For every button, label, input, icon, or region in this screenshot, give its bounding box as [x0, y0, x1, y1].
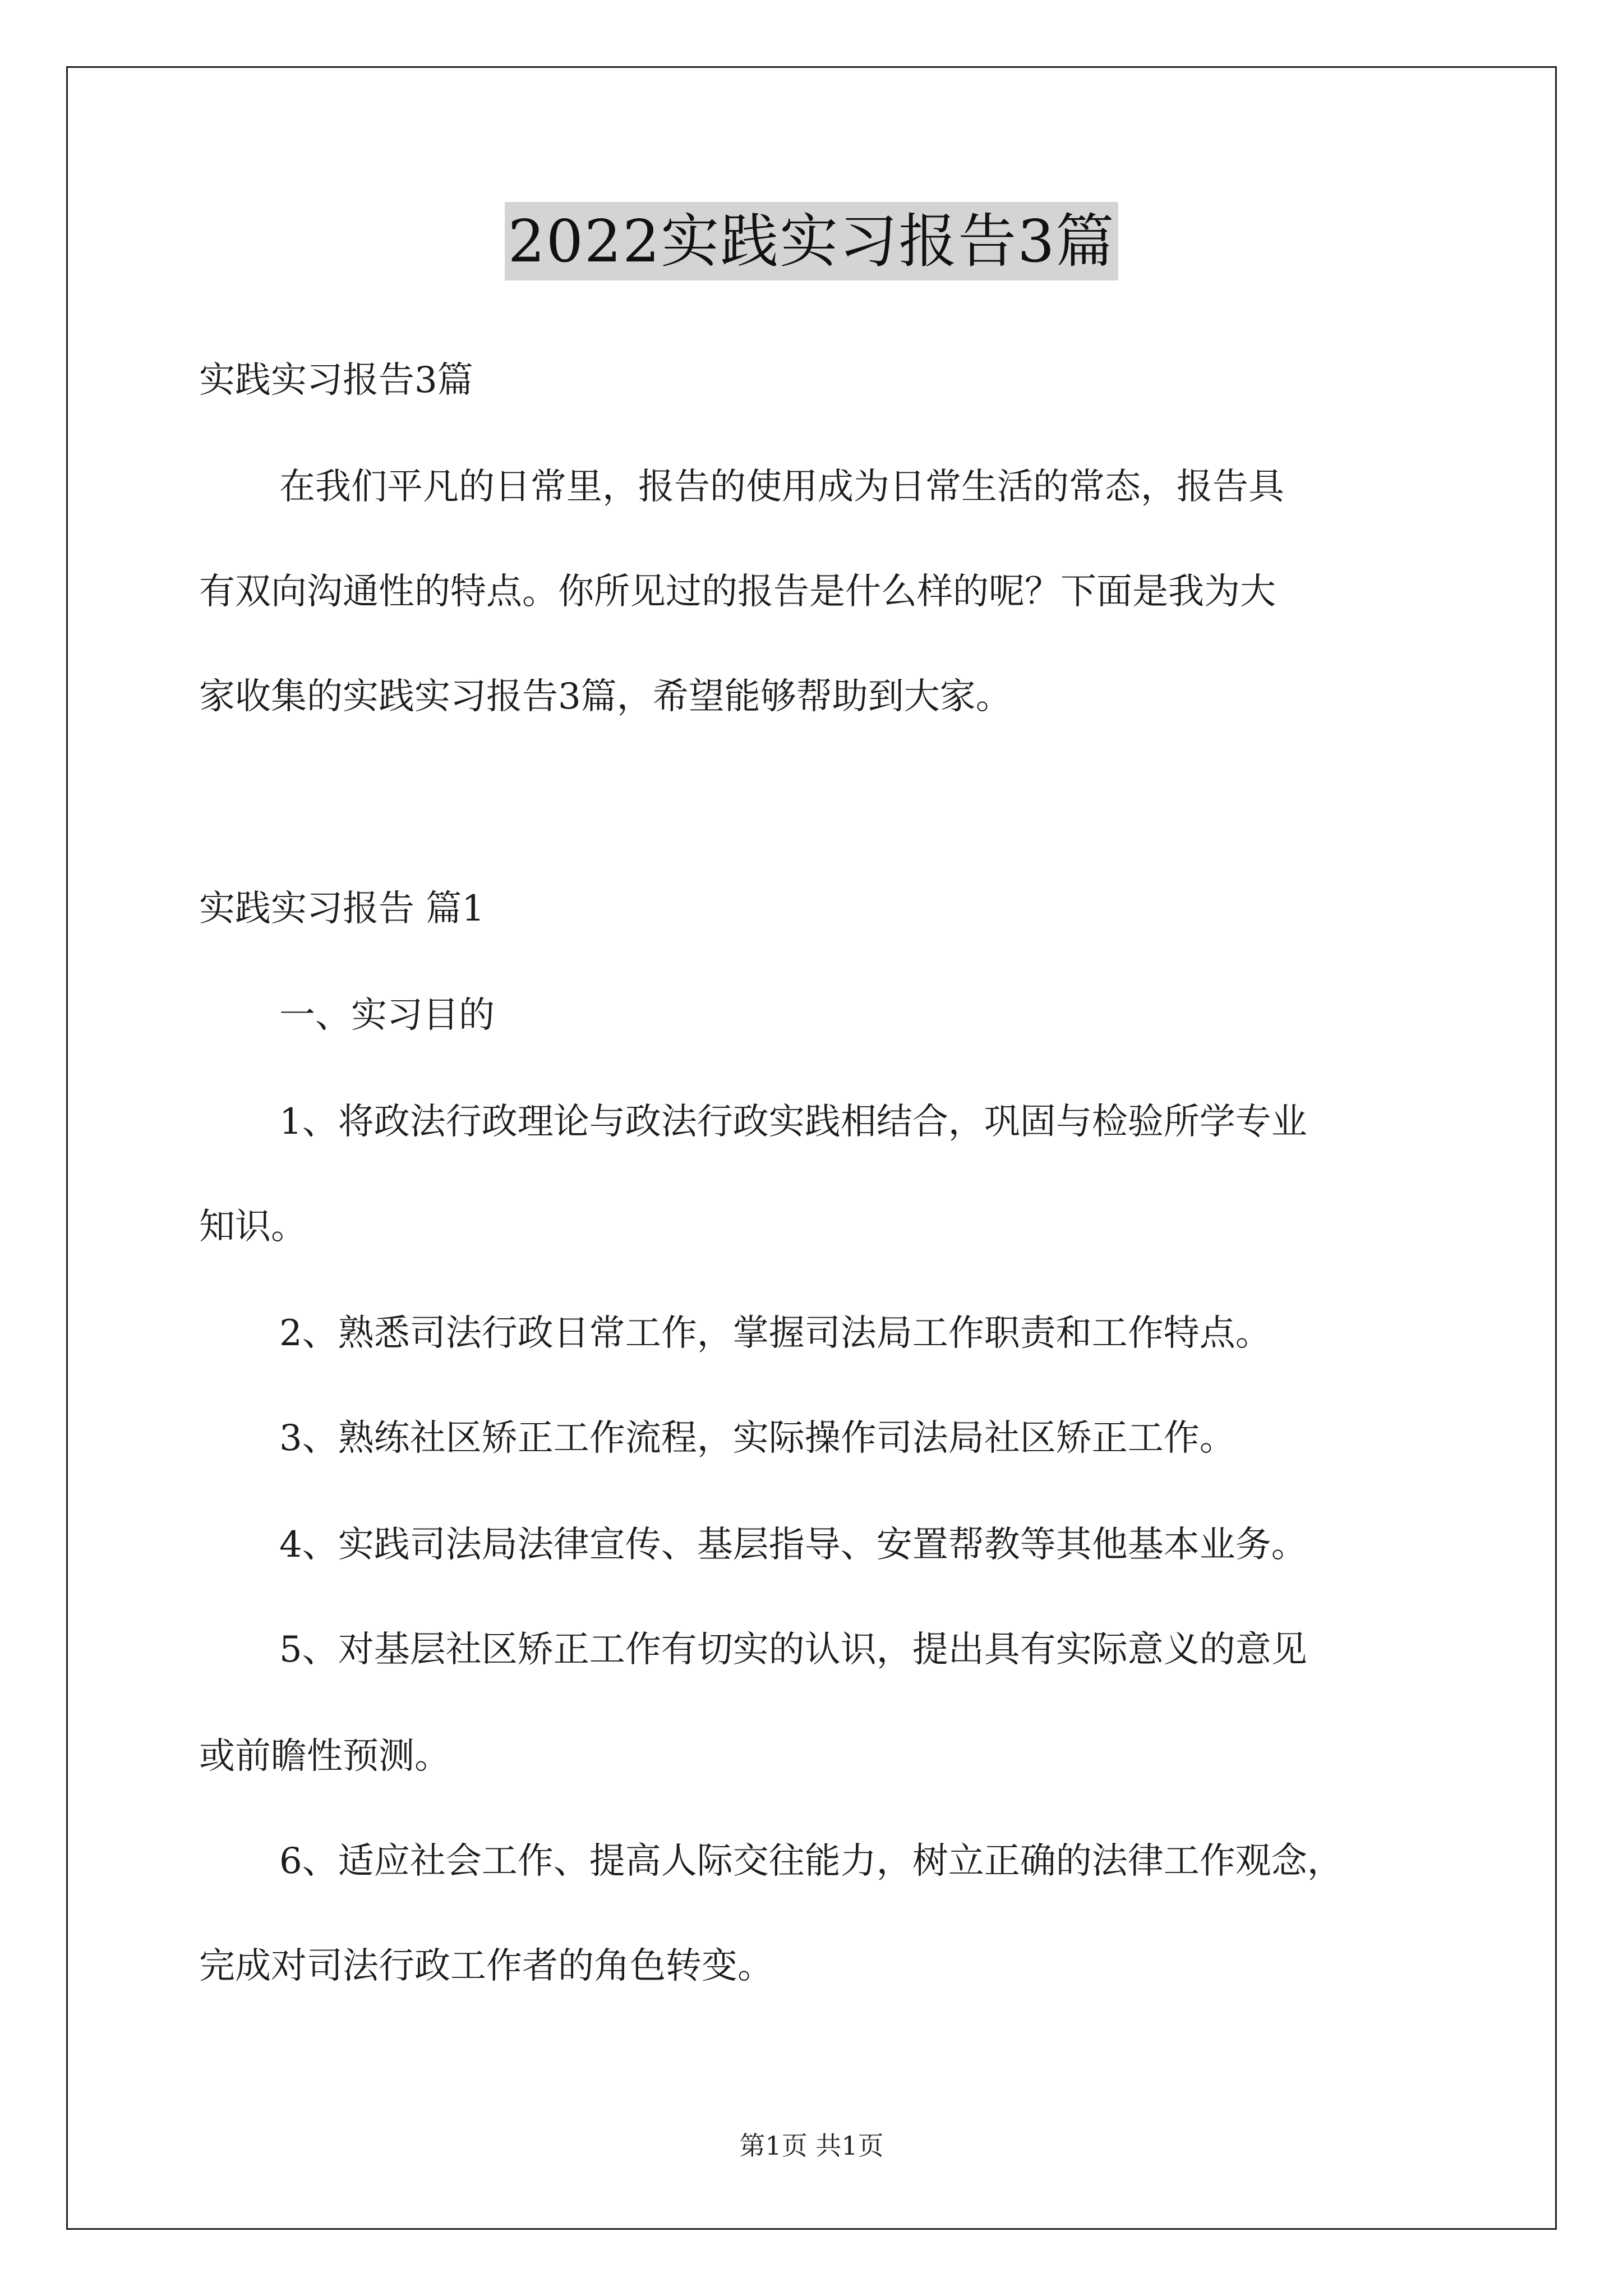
item-6-line-1: 6、适应社会工作、提高人际交往能力，树立正确的法律工作观念，	[279, 1841, 1343, 1882]
intro-line-2: 有双向沟通性的特点。你所见过的报告是什么样的呢？下面是我为大	[199, 571, 1276, 613]
item-4-line-1: 4、实践司法局法律宣传、基层指导、安置帮教等其他基本业务。	[279, 1524, 1307, 1566]
subheading-purpose: 一、实习目的	[279, 995, 495, 1036]
item-5-line-1: 5、对基层社区矫正工作有切实的认识，提出具有实际意义的意见	[279, 1629, 1307, 1671]
item-5-line-2: 或前瞻性预测。	[199, 1736, 450, 1777]
intro-line-1: 在我们平凡的日常里，报告的使用成为日常生活的常态，报告具	[279, 466, 1284, 508]
item-1-line-2: 知识。	[199, 1206, 307, 1248]
item-3-line-1: 3、熟练社区矫正工作流程，实际操作司法局社区矫正工作。	[279, 1418, 1235, 1459]
item-1-line-1: 1、将政法行政理论与政法行政实践相结合，巩固与检验所学专业	[279, 1101, 1307, 1143]
document-subtitle: 实践实习报告3篇	[199, 360, 473, 401]
page-footer: 第1页 共1页	[739, 2131, 884, 2161]
intro-line-3: 家收集的实践实习报告3篇，希望能够帮助到大家。	[199, 676, 1012, 717]
title-container	[0, 202, 1623, 280]
item-6-line-2: 完成对司法行政工作者的角色转变。	[199, 1945, 773, 1987]
section-heading: 实践实习报告 篇1	[199, 888, 485, 930]
item-2-line-1: 2、熟悉司法行政日常工作，掌握司法局工作职责和工作特点。	[279, 1313, 1271, 1354]
document-title: 2022实践实习报告3篇	[505, 202, 1119, 280]
